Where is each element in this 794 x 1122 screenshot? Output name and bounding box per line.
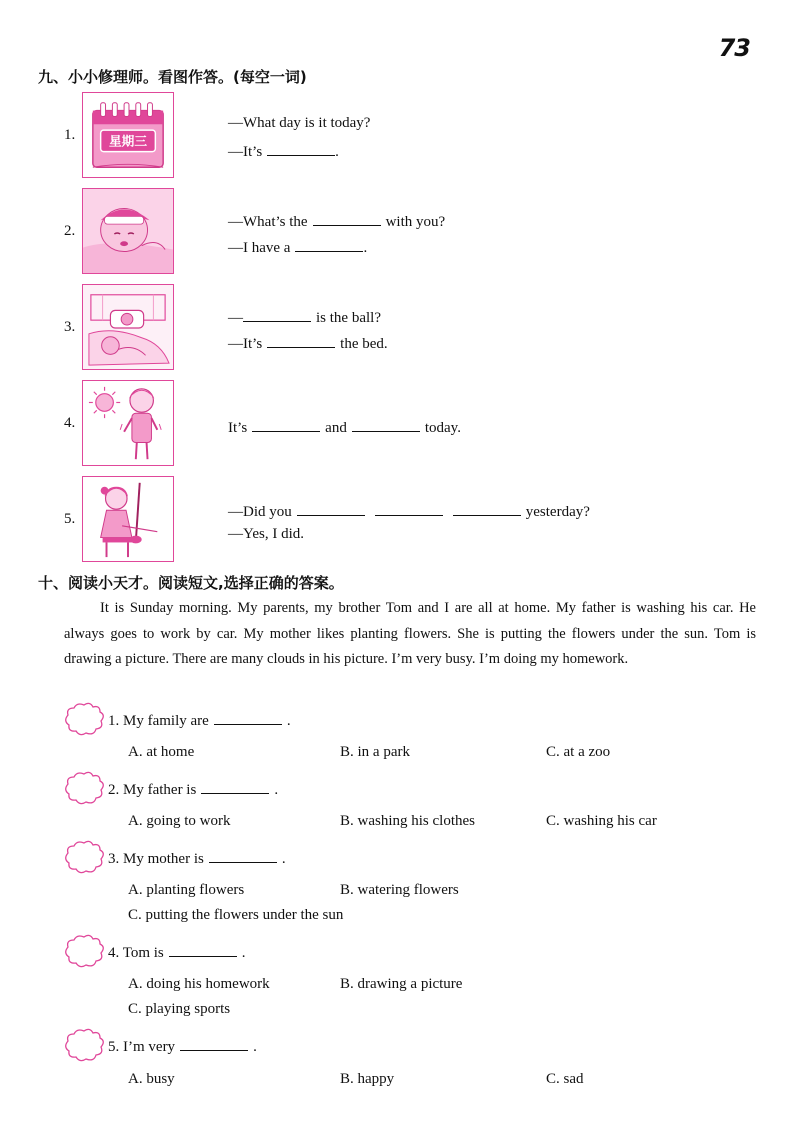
flower-icon: [62, 771, 106, 805]
calendar-weekday: 星期三: [108, 133, 148, 149]
question-number: 1.: [64, 127, 76, 143]
answer-blank[interactable]: [267, 333, 335, 348]
page-number: 73: [718, 34, 750, 62]
question-number: 5.: [64, 511, 76, 527]
question-stem: 5. I’m very .: [108, 1036, 257, 1056]
question-number: 3.: [64, 319, 76, 335]
dialogue-line: [228, 237, 367, 257]
answer-blank[interactable]: [252, 417, 320, 432]
picture-question-2: [0, 188, 794, 278]
answer-blank[interactable]: [313, 211, 381, 226]
flower-icon: [62, 702, 106, 736]
answer-blank[interactable]: [243, 307, 311, 322]
erhu-girl-icon: [82, 476, 174, 562]
answer-blank[interactable]: [375, 501, 443, 516]
picture-question-1: [0, 92, 794, 182]
dialogue-text: —It’s: [228, 144, 263, 160]
dialogue-text: and: [325, 420, 347, 436]
dialogue-text: It’s: [228, 420, 248, 436]
dialogue-text: —It’s: [228, 336, 263, 352]
question-stem: 3. My mother is .: [108, 848, 286, 868]
option-a[interactable]: A. at home: [128, 744, 195, 760]
option-b[interactable]: B. in a park: [340, 744, 410, 760]
dialogue-text: .: [335, 144, 339, 160]
answer-blank[interactable]: [453, 501, 521, 516]
ball-bed-icon: [82, 284, 174, 370]
dialogue-text: is the ball?: [316, 310, 381, 326]
answer-blank[interactable]: [169, 942, 237, 957]
calendar-icon: [82, 92, 174, 178]
option-b[interactable]: B. washing his clothes: [340, 813, 475, 829]
answer-blank[interactable]: [352, 417, 420, 432]
dialogue-text: —: [228, 310, 243, 326]
dialogue-text: —What’s the: [228, 214, 308, 230]
dialogue-line: [228, 141, 339, 161]
answer-blank[interactable]: [297, 501, 365, 516]
dialogue-text: with you?: [385, 214, 446, 230]
option-c[interactable]: C. putting the flowers under the sun: [128, 907, 344, 923]
dialogue-line: [228, 333, 388, 353]
dialogue-line: [228, 211, 445, 231]
dialogue-line: [228, 501, 590, 521]
question-number: 4.: [64, 415, 76, 431]
answer-blank[interactable]: [209, 848, 277, 863]
dialogue-text: —I have a: [228, 240, 291, 256]
option-b[interactable]: B. drawing a picture: [340, 976, 463, 992]
reading-passage: [64, 596, 756, 673]
dialogue-line: [228, 115, 370, 132]
flower-icon: [62, 934, 106, 968]
option-c[interactable]: C. washing his car: [546, 813, 657, 829]
dialogue-text: today.: [424, 420, 461, 436]
picture-question-5: [0, 476, 794, 566]
question-stem: 2. My father is .: [108, 779, 278, 799]
option-a[interactable]: A. planting flowers: [128, 882, 245, 898]
flower-icon: [62, 1028, 106, 1062]
answer-blank[interactable]: [201, 779, 269, 794]
answer-blank[interactable]: [214, 710, 282, 725]
answer-blank[interactable]: [267, 141, 335, 156]
picture-question-3: [0, 284, 794, 374]
question-number: 2.: [64, 223, 76, 239]
option-a[interactable]: A. doing his homework: [128, 976, 270, 992]
option-c[interactable]: C. at a zoo: [546, 744, 611, 760]
section-9-title: 九、小小修理师。看图作答。(每空一词): [38, 68, 307, 86]
option-a[interactable]: A. going to work: [128, 813, 231, 829]
dialogue-text: the bed.: [340, 336, 388, 352]
dialogue-line: [228, 526, 304, 543]
dialogue-text: —What day is it today?: [228, 115, 371, 131]
dialogue-text: —Yes, I did.: [228, 526, 304, 542]
answer-blank[interactable]: [180, 1036, 248, 1051]
dialogue-text: .: [363, 240, 368, 256]
option-c[interactable]: C. sad: [546, 1071, 584, 1087]
dialogue-text: yesterday?: [525, 504, 590, 520]
answer-blank[interactable]: [295, 237, 363, 252]
option-b[interactable]: B. watering flowers: [340, 882, 459, 898]
option-a[interactable]: A. busy: [128, 1071, 175, 1087]
sick-baby-icon: [82, 188, 174, 274]
dialogue-text: —Did you: [228, 504, 292, 520]
option-c[interactable]: C. playing sports: [128, 1001, 231, 1017]
picture-question-4: [0, 380, 794, 470]
option-b[interactable]: B. happy: [340, 1071, 395, 1087]
passage-text: It is Sunday morning. My parents, my brother Tom and I are all at home. My father is washing his car. He always goes to work by car. My mother likes planting flowers. She is putting the flowers under the sun. Tom is drawing a picture. There are many clouds in his picture. I’m very busy. I’m doing my homework.: [64, 600, 756, 667]
section-10-title: 十、阅读小天才。阅读短文,选择正确的答案。: [38, 574, 344, 592]
dialogue-line: [228, 307, 381, 327]
sun-girl-icon: [82, 380, 174, 466]
question-stem: 4. Tom is .: [108, 942, 246, 962]
question-stem: 1. My family are .: [108, 710, 291, 730]
flower-icon: [62, 840, 106, 874]
dialogue-line: [228, 417, 461, 437]
